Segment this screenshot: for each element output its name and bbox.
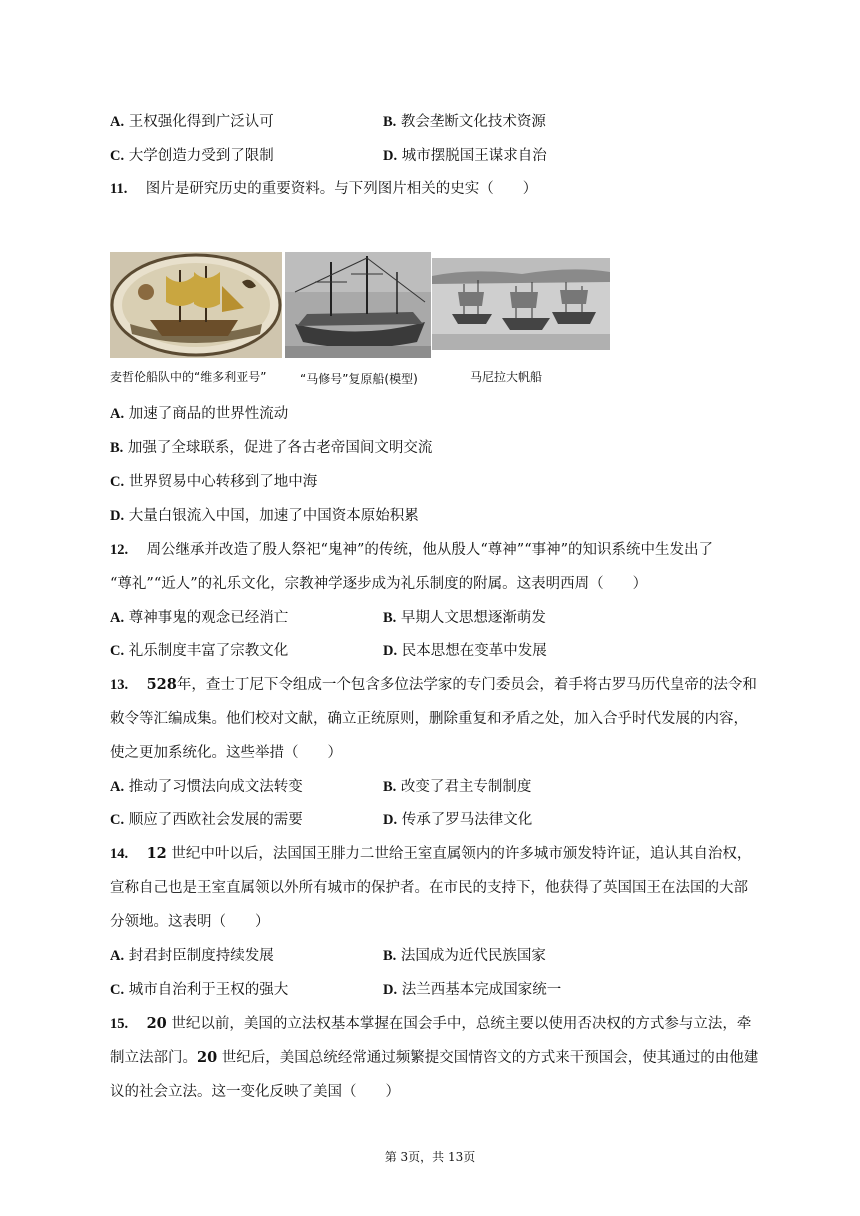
victoria-ship-image bbox=[110, 252, 282, 358]
option-text: 推动了习惯法向成文法转变 bbox=[128, 779, 303, 795]
year: 12 bbox=[146, 845, 167, 862]
option-text: 尊神事鬼的观念已经消亡 bbox=[128, 610, 289, 626]
option-label: A. bbox=[110, 406, 125, 422]
matthew-replica-image bbox=[285, 252, 431, 358]
option-text: 城市摆脱国王谋求自治 bbox=[401, 148, 547, 164]
q13-stem-line2: 敕令等汇编成集。他们校对文献，确立正统原则，删除重复和矛盾之处，加入合乎时代发展的内容， bbox=[110, 711, 748, 727]
option-label: C. bbox=[110, 643, 125, 659]
q11-option-b bbox=[110, 438, 432, 458]
question-text: 图片是研究历史的重要资料。与下列图片相关的史实（ ） bbox=[145, 181, 538, 197]
question-number: 15. bbox=[110, 1016, 129, 1032]
option-label: A. bbox=[110, 610, 125, 626]
option-text: 世界贸易中心转移到了地中海 bbox=[128, 474, 318, 490]
option-text: 封君封臣制度持续发展 bbox=[128, 948, 274, 964]
q14-option-c bbox=[110, 980, 288, 1000]
q11-stem bbox=[110, 179, 537, 199]
q14-stem-line2: 宣称自己也是王室直属领以外所有城市的保护者。在市民的支持下，他获得了英国国王在法国的大部 bbox=[110, 880, 748, 896]
q14-stem-line1 bbox=[110, 844, 751, 864]
option-text: 大量白银流入中国，加速了中国资本原始积累 bbox=[128, 508, 419, 524]
caption-matthew: “马修号”复原船(模型) bbox=[300, 372, 418, 386]
option-text: 礼乐制度丰富了宗教文化 bbox=[128, 643, 289, 659]
q13-option-d bbox=[383, 810, 532, 830]
q12-option-d bbox=[383, 641, 547, 661]
question-text: 世纪以前，美国的立法权基本掌握在国会手中，总统主要以使用否决权的方式参与立法，牵 bbox=[171, 1016, 752, 1032]
q12-stem-line1 bbox=[110, 540, 713, 560]
page-footer: 第 3页，共 13页 bbox=[384, 1150, 476, 1164]
option-label: D. bbox=[383, 643, 398, 659]
option-label: B. bbox=[110, 440, 124, 456]
question-text: 制立法部门。 bbox=[110, 1050, 197, 1066]
option-label: A. bbox=[110, 114, 125, 130]
q11-option-a bbox=[110, 404, 288, 424]
q10-option-a bbox=[110, 112, 274, 132]
option-text: 教会垄断文化技术资源 bbox=[400, 114, 546, 130]
option-label: B. bbox=[383, 948, 397, 964]
q15-stem-line3: 议的社会立法。这一变化反映了美国（ ） bbox=[110, 1084, 400, 1100]
q13-option-a bbox=[110, 777, 303, 797]
option-label: C. bbox=[110, 148, 125, 164]
q10-option-b bbox=[383, 112, 546, 132]
option-text: 城市自治利于王权的强大 bbox=[128, 982, 289, 998]
option-text: 顺应了西欧社会发展的需要 bbox=[128, 812, 303, 828]
option-text: 民本思想在变革中发展 bbox=[401, 643, 547, 659]
year: 528 bbox=[146, 676, 177, 693]
question-number: 11. bbox=[110, 181, 128, 197]
option-label: C. bbox=[110, 812, 125, 828]
q15-stem-line2 bbox=[110, 1048, 758, 1068]
option-text: 改变了君主专制制度 bbox=[400, 779, 532, 795]
q12-option-c bbox=[110, 641, 288, 661]
option-text: 加速了商品的世界性流动 bbox=[128, 406, 289, 422]
q14-option-d bbox=[383, 980, 561, 1000]
question-text: 世纪中叶以后，法国国王腓力二世给王室直属领内的许多城市颁发特许证，追认其自治权， bbox=[171, 846, 752, 862]
question-text: 周公继承并改造了殷人祭祀“鬼神”的传统，他从殷人“尊神”“事神”的知识系统中生发出了 bbox=[146, 542, 714, 558]
q12-stem-line2: “尊礼”“近人”的礼乐文化，宗教神学逐步成为礼乐制度的附属。这表明西周（ ） bbox=[110, 576, 648, 592]
option-label: B. bbox=[383, 779, 397, 795]
year: 20 bbox=[197, 1049, 218, 1066]
caption-victoria: 麦哲伦船队中的“维多利亚号” bbox=[110, 370, 267, 384]
option-label: A. bbox=[110, 948, 125, 964]
question-number: 13. bbox=[110, 677, 129, 693]
q13-stem-line1 bbox=[110, 675, 757, 695]
question-text: 年，查士丁尼下令组成一个包含多位法学家的专门委员会，着手将古罗马历代皇帝的法令和 bbox=[176, 677, 757, 693]
option-label: D. bbox=[383, 148, 398, 164]
q13-option-c bbox=[110, 810, 303, 830]
option-text: 加强了全球联系，促进了各古老帝国间文明交流 bbox=[127, 440, 433, 456]
q10-option-c bbox=[110, 146, 274, 166]
q14-option-b bbox=[383, 946, 546, 966]
q11-option-d bbox=[110, 506, 419, 526]
q13-stem-line3: 使之更加系统化。这些举措（ ） bbox=[110, 745, 342, 761]
option-text: 传承了罗马法律文化 bbox=[401, 812, 533, 828]
caption-manila: 马尼拉大帆船 bbox=[470, 370, 543, 384]
year: 20 bbox=[146, 1015, 167, 1032]
option-label: B. bbox=[383, 114, 397, 130]
option-text: 大学创造力受到了限制 bbox=[128, 148, 274, 164]
option-label: B. bbox=[383, 610, 397, 626]
q11-option-c bbox=[110, 472, 317, 492]
option-text: 法国成为近代民族国家 bbox=[400, 948, 546, 964]
q14-option-a bbox=[110, 946, 274, 966]
question-number: 12. bbox=[110, 542, 129, 558]
q12-option-b bbox=[383, 608, 546, 628]
option-label: C. bbox=[110, 982, 125, 998]
option-text: 法兰西基本完成国家统一 bbox=[401, 982, 562, 998]
question-number: 14. bbox=[110, 846, 129, 862]
option-label: D. bbox=[383, 812, 398, 828]
manila-galleon-image bbox=[432, 258, 610, 350]
q14-stem-line3: 分领地。这表明（ ） bbox=[110, 914, 270, 930]
q12-option-a bbox=[110, 608, 288, 628]
option-label: D. bbox=[110, 508, 125, 524]
q15-stem-line1 bbox=[110, 1014, 751, 1034]
q13-option-b bbox=[383, 777, 531, 797]
q10-option-d bbox=[383, 146, 547, 166]
option-label: A. bbox=[110, 779, 125, 795]
option-label: C. bbox=[110, 474, 125, 490]
option-label: D. bbox=[383, 982, 398, 998]
option-text: 王权强化得到广泛认可 bbox=[128, 114, 274, 130]
option-text: 早期人文思想逐渐萌发 bbox=[400, 610, 546, 626]
question-text: 世纪后，美国总统经常通过频繁提交国情咨文的方式来干预国会，使其通过的由他建 bbox=[221, 1050, 759, 1066]
